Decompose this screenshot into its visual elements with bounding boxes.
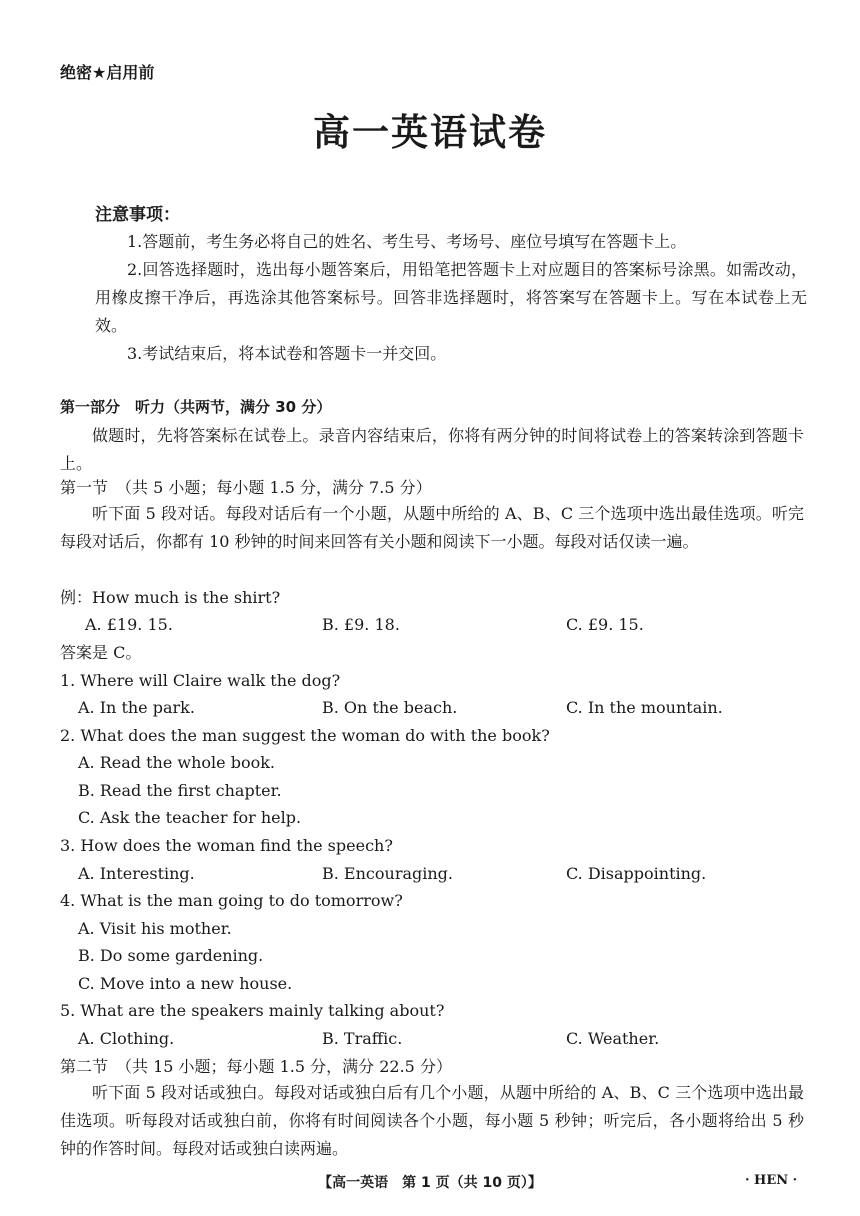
question-3: 3. How does the woman find the speech?	[60, 836, 393, 855]
q5-option-a: A. Clothing.	[78, 1029, 175, 1048]
q3-option-b: B. Encouraging.	[322, 864, 453, 883]
q3-option-a: A. Interesting.	[78, 864, 195, 883]
q4-option-c: C. Move into a new house.	[78, 974, 293, 993]
q1-option-c: C. In the mountain.	[566, 698, 723, 717]
footer-code: · HEN ·	[745, 1173, 798, 1188]
q5-option-b: B. Traffic.	[322, 1029, 403, 1048]
example-question: 例：How much is the shirt?	[60, 588, 281, 607]
page-footer: 【高一英语 第 1 页（共 10 页）】	[318, 1175, 542, 1191]
q3-option-c: C. Disappointing.	[566, 864, 707, 883]
exam-title: 高一英语试卷	[313, 111, 547, 154]
example-answer: 答案是 C。	[60, 643, 142, 662]
q1-option-a: A. In the park.	[78, 698, 195, 717]
example-option-c: C. £9. 15.	[566, 615, 644, 634]
q5-option-c: C. Weather.	[566, 1029, 660, 1048]
example-option-b: B. £9. 18.	[322, 615, 400, 634]
notice-item-1: 1.答题前，考生务必将自己的姓名、考生号、考场号、座位号填写在答题卡上。	[127, 232, 687, 251]
q2-option-b: B. Read the first chapter.	[78, 781, 282, 800]
q1-option-b: B. On the beach.	[322, 698, 458, 717]
q2-option-c: C. Ask the teacher for help.	[78, 808, 302, 827]
part1-intro: 做题时，先将答案标在试卷上。录音内容结束后，你将有两分钟的时间将试卷上的答案转涂到答题卡上。	[60, 426, 804, 473]
confidential-label: 绝密★启用前	[60, 63, 155, 82]
example-option-a: A. £19. 15.	[85, 615, 173, 634]
question-2: 2. What does the man suggest the woman do with the book?	[60, 726, 550, 745]
notice-heading: 注意事项：	[95, 205, 180, 225]
question-1: 1. Where will Claire walk the dog?	[60, 671, 341, 690]
part1-heading: 第一部分 听力（共两节，满分 30 分）	[60, 398, 332, 416]
q4-option-b: B. Do some gardening.	[78, 946, 264, 965]
section2-intro: 听下面 5 段对话或独白。每段对话或独白后有几个小题，从题中所给的 A、B、C 三个选项中选出最佳选项。听每段对话或独白前，你将有时间阅读各个小题，每小题 5 秒钟；听完后，各小题将给出 5 秒钟的作答时间。每段对话或独白读两遍。	[60, 1083, 804, 1158]
section1-intro: 听下面 5 段对话。每段对话后有一个小题，从题中所给的 A、B、C 三个选项中选出最佳选项。听完每段对话后，你都有 10 秒钟的时间来回答有关小题和阅读下一小题。每段对话仅读一遍。	[60, 504, 804, 551]
question-4: 4. What is the man going to do tomorrow?	[60, 891, 403, 910]
question-5: 5. What are the speakers mainly talking about?	[60, 1001, 445, 1020]
q4-option-a: A. Visit his mother.	[78, 919, 232, 938]
section1-heading: 第一节 （共 5 小题；每小题 1.5 分，满分 7.5 分）	[60, 478, 432, 497]
notice-item-2: 2.回答选择题时，选出每小题答案后，用铅笔把答题卡上对应题目的答案标号涂黑。如需改动，用橡皮擦干净后，再选涂其他答案标号。回答非选择题时，将答案写在答题卡上。写在本试卷上无效。	[95, 260, 807, 335]
q2-option-a: A. Read the whole book.	[78, 753, 275, 772]
notice-item-3: 3.考试结束后，将本试卷和答题卡一并交回。	[127, 344, 447, 363]
section2-heading: 第二节 （共 15 小题；每小题 1.5 分，满分 22.5 分）	[60, 1057, 452, 1076]
